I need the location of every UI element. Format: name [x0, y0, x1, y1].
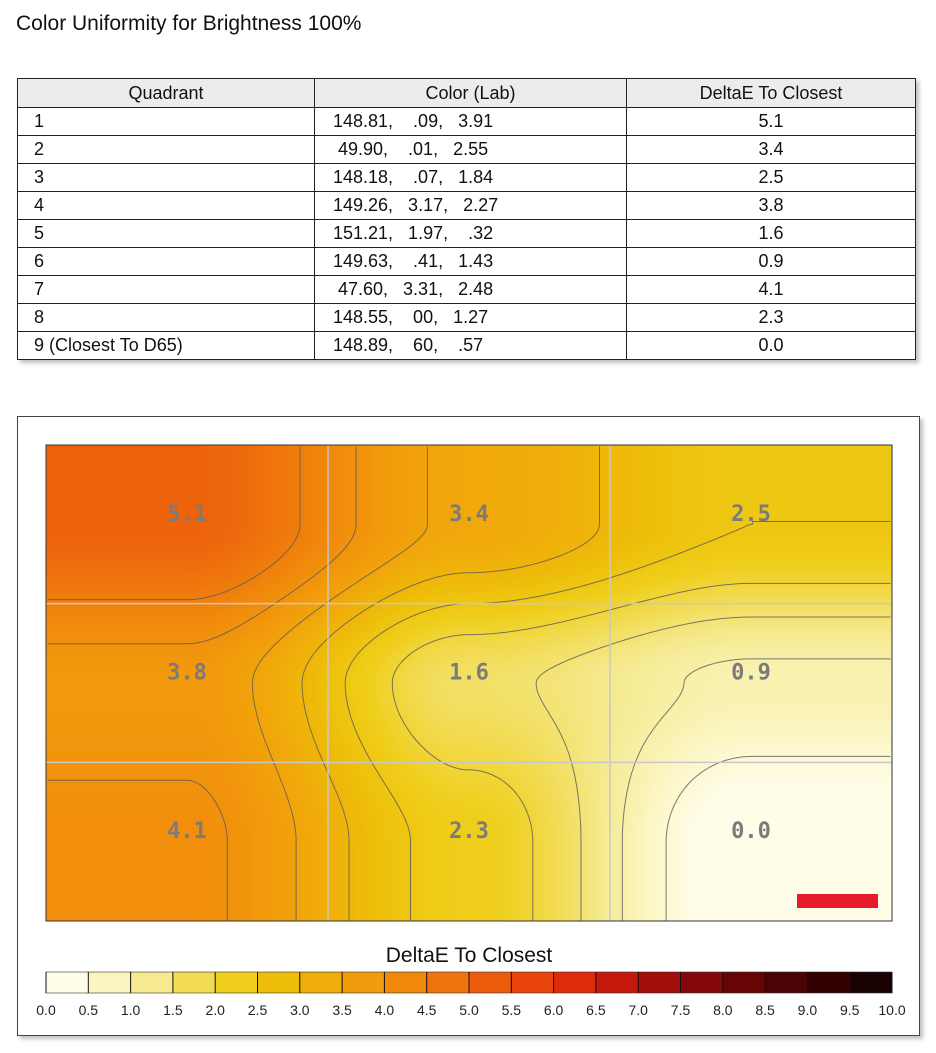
cell-color-lab: 151.21, 1.97, .32 [315, 220, 627, 248]
colorbar-segment [596, 972, 639, 993]
colorbar-segment [723, 972, 766, 993]
cell-quadrant: 4 [18, 192, 315, 220]
page-title: Color Uniformity for Brightness 100% [16, 12, 362, 35]
table-row [18, 164, 916, 192]
cell-quadrant: 6 [18, 248, 315, 276]
cell-color-lab: 149.63, .41, 1.43 [315, 248, 627, 276]
column-header-quadrant: Quadrant [18, 79, 315, 108]
colorbar-segment [469, 972, 512, 993]
cell-value-label: 2.3 [449, 819, 489, 845]
colorbar-tick-label: 8.0 [713, 1002, 733, 1018]
table-row [18, 248, 916, 276]
colorbar-segment [173, 972, 216, 993]
colorbar-segment [258, 972, 301, 993]
colorbar-segment [342, 972, 385, 993]
table-row [18, 220, 916, 248]
table-row [18, 304, 916, 332]
table-header-row [18, 79, 916, 108]
cell-color-lab: 149.26, 3.17, 2.27 [315, 192, 627, 220]
colorbar-segment [511, 972, 554, 993]
colorbar-segment [427, 972, 470, 993]
table-row [18, 108, 916, 136]
colorbar-tick-label: 5.5 [501, 1002, 522, 1018]
uniformity-chart [17, 416, 920, 1036]
table-row [18, 276, 916, 304]
colorbar-segment [215, 972, 258, 993]
table-row [18, 192, 916, 220]
colorbar-tick-label: 6.5 [586, 1002, 606, 1018]
colorbar-tick-label: 10.0 [878, 1002, 906, 1018]
colorbar-tick-label: 5.0 [459, 1002, 479, 1018]
colorbar-tick-label: 0.0 [36, 1002, 56, 1018]
colorbar-segment [681, 972, 724, 993]
cell-deltae: 1.6 [627, 220, 916, 248]
cell-deltae: 2.3 [627, 304, 916, 332]
table-row [18, 136, 916, 164]
cell-value-label: 5.1 [167, 501, 207, 527]
colorbar-tick-label: 4.5 [416, 1002, 437, 1018]
cell-color-lab: 49.90, .01, 2.55 [315, 136, 627, 164]
cell-deltae: 3.4 [627, 136, 916, 164]
colorbar-tick-label: 2.5 [247, 1002, 268, 1018]
cell-quadrant: 5 [18, 220, 315, 248]
colorbar-segment [807, 972, 850, 993]
colorbar-segment [88, 972, 131, 993]
colorbar-tick-label: 8.5 [755, 1002, 775, 1018]
colorbar-tick-label: 3.0 [290, 1002, 310, 1018]
cell-value-label: 4.1 [167, 819, 207, 845]
cell-value-label: 1.6 [449, 660, 489, 686]
cell-color-lab: 47.60, 3.31, 2.48 [315, 276, 627, 304]
cell-quadrant: 7 [18, 276, 315, 304]
colorbar-tick-label: 4.0 [374, 1002, 395, 1018]
colorbar-tick-label: 6.0 [543, 1002, 564, 1018]
cell-quadrant: 3 [18, 164, 315, 192]
cell-color-lab: 148.89, 60, .57 [315, 332, 627, 360]
uniformity-table [17, 78, 916, 360]
colorbar-tick-label: 9.0 [797, 1002, 818, 1018]
cell-quadrant: 2 [18, 136, 315, 164]
colorbar-segment [46, 972, 89, 993]
colorbar-segment [554, 972, 597, 993]
colorbar-segment [131, 972, 174, 993]
cell-value-label: 2.5 [731, 501, 771, 527]
cell-deltae: 5.1 [627, 108, 916, 136]
colorbar-segment [850, 972, 893, 993]
cell-value-label: 3.8 [167, 660, 207, 686]
colorbar-tick-label: 9.5 [839, 1002, 860, 1018]
cell-value-label: 0.0 [731, 819, 771, 845]
colorbar-title: DeltaE To Closest [385, 944, 553, 967]
table-row [18, 332, 916, 360]
cell-deltae: 4.1 [627, 276, 916, 304]
column-header-color-lab: Color (Lab) [315, 79, 627, 108]
colorbar-tick-label: 7.5 [670, 1002, 691, 1018]
colorbar-tick-label: 2.0 [205, 1002, 225, 1018]
column-header-deltae: DeltaE To Closest [627, 79, 916, 108]
colorbar-segment [300, 972, 343, 993]
cell-deltae: 0.0 [627, 332, 916, 360]
colorbar-tick-label: 1.0 [120, 1002, 141, 1018]
cell-color-lab: 148.18, .07, 1.84 [315, 164, 627, 192]
colorbar-tick-label: 7.0 [628, 1002, 648, 1018]
cell-quadrant: 9 (Closest To D65) [18, 332, 315, 360]
colorbar-tick-label: 0.5 [78, 1002, 99, 1018]
colorbar-segment [384, 972, 427, 993]
cell-color-lab: 148.81, .09, 3.91 [315, 108, 627, 136]
cell-quadrant: 1 [18, 108, 315, 136]
colorbar-tick-label: 1.5 [163, 1002, 183, 1018]
cell-deltae: 3.8 [627, 192, 916, 220]
colorbar-segment [765, 972, 808, 993]
cell-value-label: 3.4 [449, 501, 489, 527]
colorbar-tick-label: 3.5 [332, 1002, 352, 1018]
colorbar-segment [638, 972, 681, 993]
cell-quadrant: 8 [18, 304, 315, 332]
cell-color-lab: 148.55, 00, 1.27 [315, 304, 627, 332]
marker-bar [797, 894, 878, 908]
cell-deltae: 2.5 [627, 164, 916, 192]
cell-deltae: 0.9 [627, 248, 916, 276]
uniformity-heatmap-svg [18, 417, 919, 1035]
cell-value-label: 0.9 [731, 660, 771, 686]
